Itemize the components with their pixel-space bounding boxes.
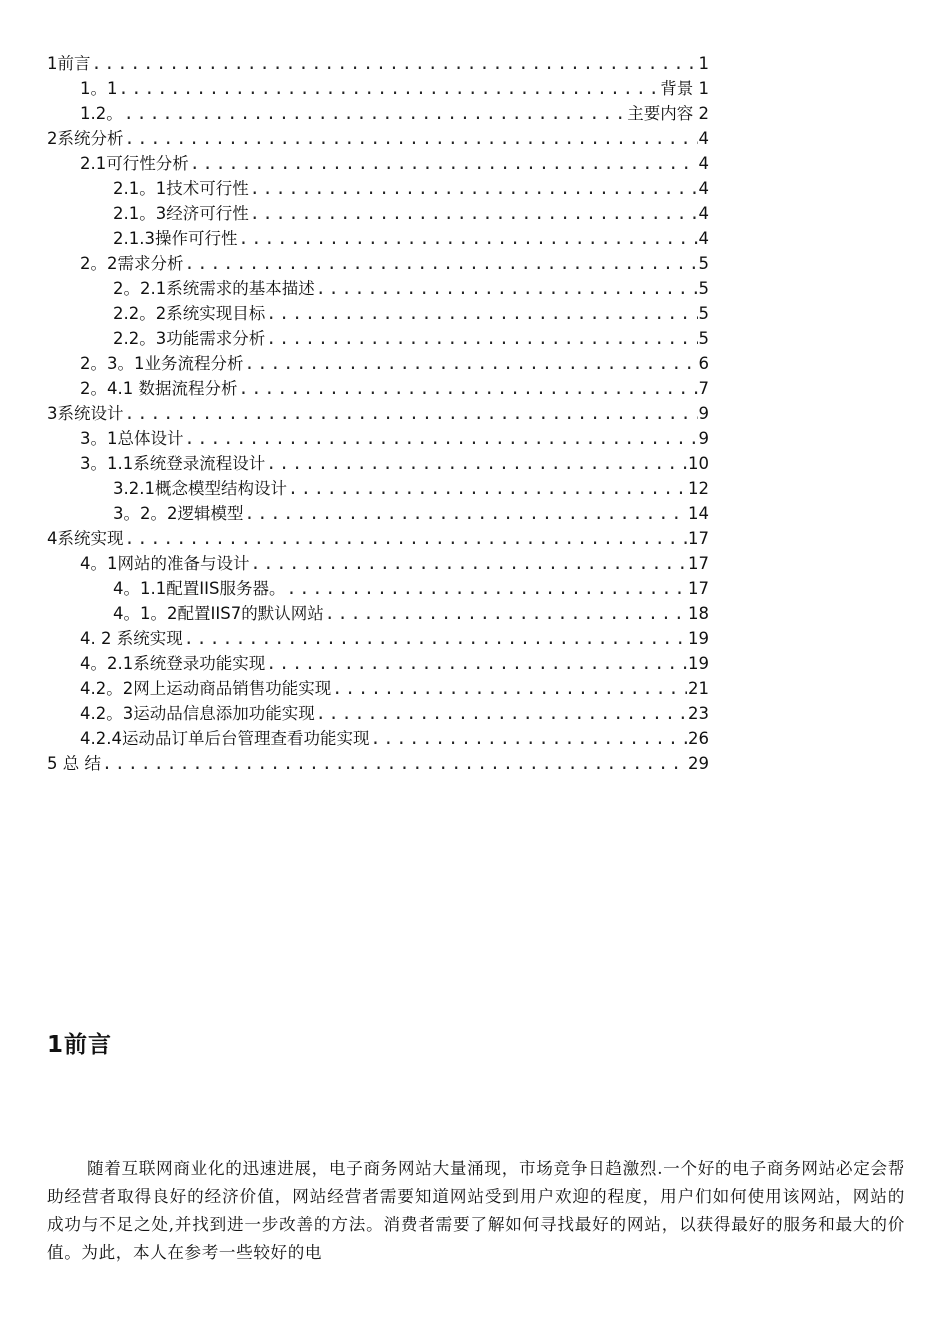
toc-dot-leader bbox=[125, 401, 698, 426]
toc-entry-title: 2。2.1系统需求的基本描述 bbox=[113, 279, 315, 298]
toc-entry[interactable] bbox=[47, 126, 709, 151]
toc-dot-leader bbox=[119, 76, 660, 101]
toc-entry[interactable] bbox=[47, 651, 709, 676]
toc-dot-leader bbox=[266, 651, 687, 676]
toc-entry[interactable] bbox=[47, 551, 709, 576]
toc-entry[interactable] bbox=[47, 451, 709, 476]
toc-entry-title: 4.2.4运动品订单后台管理查看功能实现 bbox=[80, 729, 370, 748]
toc-entry-title: 2系统分析 bbox=[47, 129, 124, 148]
toc-entry-page: 5 bbox=[698, 304, 709, 323]
toc-dot-leader bbox=[102, 751, 687, 776]
toc-entry-title: 1。1 bbox=[80, 79, 118, 98]
toc-entry-page: 4 bbox=[698, 129, 709, 148]
toc-entry[interactable] bbox=[47, 151, 709, 176]
toc-dot-leader bbox=[190, 151, 698, 176]
toc-entry-page: 12 bbox=[688, 479, 709, 498]
toc-entry[interactable] bbox=[47, 226, 709, 251]
toc-dot-leader bbox=[370, 726, 687, 751]
toc-entry-page: 主要内容 2 bbox=[627, 104, 709, 123]
toc-entry-title: 3。1.1系统登录流程设计 bbox=[80, 454, 266, 473]
toc-entry-page: 21 bbox=[688, 679, 709, 698]
toc-dot-leader bbox=[250, 201, 698, 226]
toc-dot-leader bbox=[266, 451, 687, 476]
toc-entry-title: 2。3。1业务流程分析 bbox=[80, 354, 244, 373]
toc-entry-title: 2。2需求分析 bbox=[80, 254, 184, 273]
toc-entry[interactable] bbox=[47, 401, 709, 426]
toc-entry-title: 3。2。2逻辑模型 bbox=[113, 504, 244, 523]
toc-entry[interactable] bbox=[47, 176, 709, 201]
toc-dot-leader bbox=[185, 251, 698, 276]
toc-entry-title: 2.2。3功能需求分析 bbox=[113, 329, 266, 348]
toc-entry[interactable] bbox=[47, 676, 709, 701]
toc-entry[interactable] bbox=[47, 51, 709, 76]
toc-entry-title: 5 总 结 bbox=[47, 754, 101, 773]
toc-entry[interactable] bbox=[47, 301, 709, 326]
toc-entry-page: 背景 1 bbox=[660, 79, 709, 98]
toc-dot-leader bbox=[125, 526, 688, 551]
toc-dot-leader bbox=[332, 676, 687, 701]
toc-entry[interactable] bbox=[47, 101, 709, 126]
toc-dot-leader bbox=[250, 176, 698, 201]
toc-dot-leader bbox=[266, 301, 697, 326]
toc-entry-title: 4系统实现 bbox=[47, 529, 124, 548]
toc-dot-leader bbox=[125, 126, 698, 151]
toc-entry[interactable] bbox=[47, 501, 709, 526]
toc-dot-leader bbox=[184, 626, 687, 651]
toc-entry[interactable] bbox=[47, 276, 709, 301]
toc-entry-page: 6 bbox=[698, 354, 709, 373]
toc-entry-title: 1前言 bbox=[47, 54, 91, 73]
toc-entry-page: 5 bbox=[698, 279, 709, 298]
toc-dot-leader bbox=[245, 351, 698, 376]
toc-entry-page: 4 bbox=[698, 179, 709, 198]
toc-dot-leader bbox=[316, 701, 687, 726]
toc-entry-title: 1.2。 bbox=[80, 104, 123, 123]
toc-entry-page: 23 bbox=[688, 704, 709, 723]
table-of-contents bbox=[47, 51, 709, 776]
toc-entry-page: 14 bbox=[688, 504, 709, 523]
toc-entry-page: 4 bbox=[698, 229, 709, 248]
toc-entry[interactable] bbox=[47, 426, 709, 451]
toc-entry-title: 2.2。2系统实现目标 bbox=[113, 304, 266, 323]
toc-entry-page: 5 bbox=[698, 254, 709, 273]
toc-entry-title: 3。1总体设计 bbox=[80, 429, 184, 448]
toc-dot-leader bbox=[238, 226, 697, 251]
toc-entry-page: 5 bbox=[698, 329, 709, 348]
toc-dot-leader bbox=[266, 326, 697, 351]
toc-dot-leader bbox=[92, 51, 698, 76]
body-paragraph: 随着互联网商业化的迅速进展，电子商务网站大量涌现，市场竞争日趋激烈.一个好的电子商务网站必定会帮助经营者取得良好的经济价值，网站经营者需要知道网站受到用户欢迎的程度，用户们如何使用该网站，网站的成功与不足之处,并找到进一步改善的方法。消费者需要了解如何寻找最好的网站，以获得最好的服务和最大的价值。为此，本人在参考一些较好的电 bbox=[47, 1159, 905, 1262]
toc-entry-page: 17 bbox=[688, 529, 709, 548]
toc-entry-title: 3.2.1概念模型结构设计 bbox=[113, 479, 287, 498]
toc-dot-leader bbox=[245, 501, 688, 526]
toc-entry-title: 4.2。2网上运动商品销售功能实现 bbox=[80, 679, 332, 698]
toc-entry-page: 7 bbox=[698, 379, 709, 398]
section-heading: 1前言 bbox=[47, 1032, 113, 1058]
toc-entry-title: 4。2.1系统登录功能实现 bbox=[80, 654, 266, 673]
toc-entry-page: 9 bbox=[698, 404, 709, 423]
toc-dot-leader bbox=[185, 426, 698, 451]
toc-entry-page: 4 bbox=[698, 204, 709, 223]
toc-dot-leader bbox=[288, 476, 687, 501]
toc-entry-page: 26 bbox=[688, 729, 709, 748]
toc-entry[interactable] bbox=[47, 476, 709, 501]
toc-entry-page: 19 bbox=[688, 629, 709, 648]
toc-entry-title: 3系统设计 bbox=[47, 404, 124, 423]
toc-entry-title: 2.1。3经济可行性 bbox=[113, 204, 249, 223]
toc-dot-leader bbox=[316, 276, 698, 301]
toc-dot-leader bbox=[124, 101, 627, 126]
toc-entry[interactable] bbox=[47, 76, 709, 101]
toc-dot-leader bbox=[325, 601, 687, 626]
toc-entry-page: 4 bbox=[698, 154, 709, 173]
toc-entry-title: 4. 2 系统实现 bbox=[80, 629, 183, 648]
toc-entry-page: 9 bbox=[698, 429, 709, 448]
toc-entry[interactable] bbox=[47, 701, 709, 726]
toc-entry[interactable] bbox=[47, 626, 709, 651]
toc-entry[interactable] bbox=[47, 526, 709, 551]
toc-entry-title: 2.1。1技术可行性 bbox=[113, 179, 249, 198]
toc-dot-leader bbox=[251, 551, 688, 576]
toc-entry-page: 29 bbox=[688, 754, 709, 773]
toc-entry[interactable] bbox=[47, 376, 709, 401]
toc-dot-leader bbox=[238, 376, 697, 401]
toc-entry-title: 2。4.1 数据流程分析 bbox=[80, 379, 238, 398]
toc-entry-title: 4。1.1配置IIS服务器。 bbox=[113, 579, 286, 598]
toc-entry-page: 10 bbox=[688, 454, 709, 473]
toc-entry[interactable] bbox=[47, 351, 709, 376]
toc-entry-page: 17 bbox=[688, 554, 709, 573]
toc-entry-page: 17 bbox=[688, 579, 709, 598]
toc-entry-page: 19 bbox=[688, 654, 709, 673]
toc-dot-leader bbox=[286, 576, 687, 601]
toc-entry[interactable] bbox=[47, 601, 709, 626]
toc-entry[interactable] bbox=[47, 751, 709, 776]
toc-entry-title: 4.2。3运动品信息添加功能实现 bbox=[80, 704, 315, 723]
toc-entry-page: 18 bbox=[688, 604, 709, 623]
toc-entry-title: 2.1可行性分析 bbox=[80, 154, 189, 173]
toc-entry[interactable] bbox=[47, 576, 709, 601]
toc-entry[interactable] bbox=[47, 251, 709, 276]
toc-entry[interactable] bbox=[47, 326, 709, 351]
toc-entry[interactable] bbox=[47, 201, 709, 226]
toc-entry-title: 4。1。2配置IIS7的默认网站 bbox=[113, 604, 324, 623]
toc-entry-title: 4。1网站的准备与设计 bbox=[80, 554, 250, 573]
toc-entry-page: 1 bbox=[698, 54, 709, 73]
toc-entry[interactable] bbox=[47, 726, 709, 751]
toc-entry-title: 2.1.3操作可行性 bbox=[113, 229, 238, 248]
